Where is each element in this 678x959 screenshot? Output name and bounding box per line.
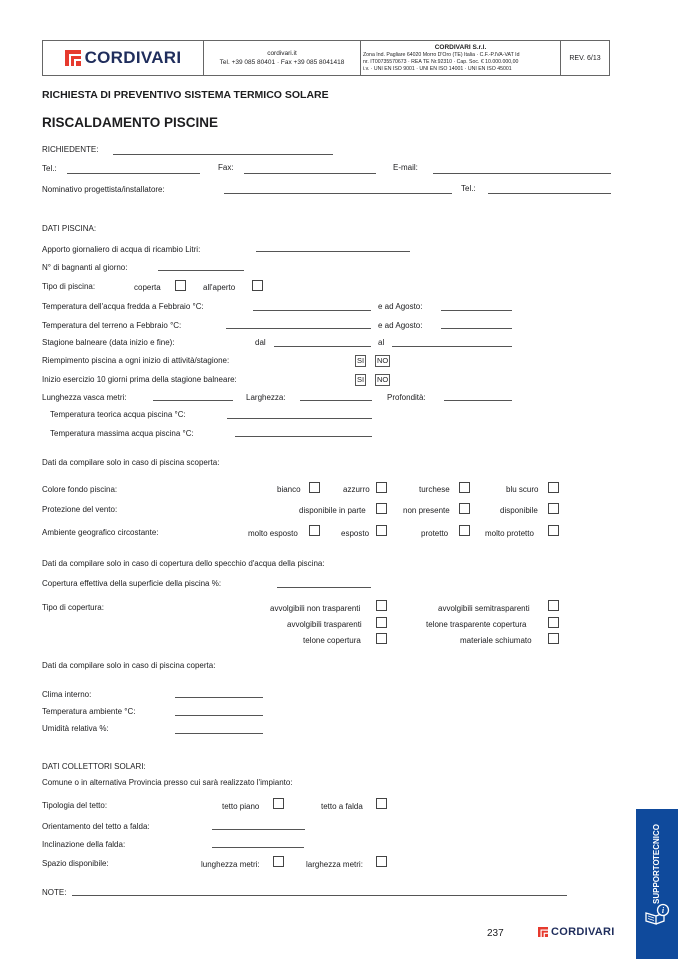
- tel-field[interactable]: [67, 173, 200, 174]
- vento-opt-parte: disponibile in parte: [299, 506, 366, 515]
- disponibile-in-parte-checkbox[interactable]: [376, 503, 387, 514]
- agosto1-field[interactable]: [441, 310, 512, 311]
- form-title: RISCALDAMENTO PISCINE: [42, 115, 219, 130]
- ambiente-opt-molto-protetto: molto protetto: [485, 529, 534, 538]
- supporto-tecnico-tab: [636, 809, 678, 959]
- vento-opt-disponibile: disponibile: [500, 506, 538, 515]
- email-field[interactable]: [433, 173, 611, 174]
- collectors-heading: DATI COLLETTORI SOLARI:: [42, 762, 146, 771]
- inclinazione-field[interactable]: [212, 847, 304, 848]
- agosto2-field[interactable]: [441, 328, 512, 329]
- profondita-field[interactable]: [444, 400, 512, 401]
- orientamento-field[interactable]: [212, 829, 305, 830]
- tetto-falda-label: tetto a falda: [321, 802, 363, 811]
- pool-heading: DATI PISCINA:: [42, 224, 97, 233]
- materiale-schiumato-checkbox[interactable]: [548, 633, 559, 644]
- outdoor-heading: Dati da compilare solo in caso di piscina scoperta:: [42, 458, 220, 467]
- al-field[interactable]: [392, 346, 512, 347]
- cover-opt-telone: telone copertura: [303, 636, 361, 645]
- temp-teorica-label: Temperatura teorica acqua piscina °C:: [50, 410, 186, 419]
- avvolgibili-semitrasparenti-checkbox[interactable]: [548, 600, 559, 611]
- clima-field[interactable]: [175, 697, 263, 698]
- profondita-label: Profondità:: [387, 393, 426, 402]
- orientamento-label: Orientamento del tetto a falda:: [42, 822, 150, 831]
- revision: REV. 6/13: [569, 54, 601, 62]
- book-info-icon: [644, 903, 670, 925]
- tel-label: Tel.:: [42, 164, 57, 173]
- richiedente-field[interactable]: [113, 154, 333, 155]
- temp-terreno-field[interactable]: [226, 328, 371, 329]
- indoor-heading: Dati da compilare solo in caso di piscina coperta:: [42, 661, 216, 670]
- colore-opt-blu-scuro: blu scuro: [506, 485, 539, 494]
- tipo-copertura-label: Tipo di copertura:: [42, 603, 104, 612]
- company-address: Zona Ind. Pagliare 64020 Morro D'Oro (TE) Italia · C.F.-P.IVA-VAT Id: [363, 51, 520, 58]
- agosto1-label: e ad Agosto:: [378, 302, 423, 311]
- umidita-field[interactable]: [175, 733, 263, 734]
- colore-opt-turchese: turchese: [419, 485, 450, 494]
- copertura-eff-field[interactable]: [277, 587, 371, 588]
- logo-cell: [43, 41, 204, 75]
- bagnanti-field[interactable]: [158, 270, 244, 271]
- inizio-label: Inizio esercizio 10 giorni prima della stagione balneare:: [42, 375, 237, 384]
- molto-protetto-checkbox[interactable]: [548, 525, 559, 536]
- cover-opt-non-trasparenti: avvolgibili non trasparenti: [270, 604, 361, 613]
- esposto-checkbox[interactable]: [376, 525, 387, 536]
- apporto-label: Apporto giornaliero di acqua di ricambio Litri:: [42, 245, 201, 254]
- protetto-checkbox[interactable]: [459, 525, 470, 536]
- colore-label: Colore fondo piscina:: [42, 485, 118, 494]
- clima-label: Clima interno:: [42, 690, 92, 699]
- avvolgibili-non-trasparenti-checkbox[interactable]: [376, 600, 387, 611]
- azzurro-checkbox[interactable]: [376, 482, 387, 493]
- cordivari-footer-logo-icon: [538, 927, 548, 937]
- tab-label-line2: TECNICO: [652, 823, 661, 860]
- ambiente-label: Ambiente geografico circostante:: [42, 528, 159, 537]
- larghezza-metri-label: larghezza metri:: [306, 860, 363, 869]
- al-label: al: [378, 338, 385, 347]
- ambiente-opt-esposto: esposto: [341, 529, 370, 538]
- tel2-label: Tel.:: [461, 184, 476, 193]
- cover-opt-semitrasparenti: avvolgibili semitrasparenti: [438, 604, 530, 613]
- coperta-label: coperta: [134, 283, 161, 292]
- ambiente-opt-molto-esposto: molto esposto: [248, 529, 298, 538]
- temp-acqua-field[interactable]: [253, 310, 371, 311]
- company-name: CORDIVARI S.r.l.: [434, 43, 487, 51]
- tetto-falda-checkbox[interactable]: [376, 798, 387, 809]
- email-label: E-mail:: [393, 163, 418, 172]
- colore-opt-bianco: bianco: [277, 485, 301, 494]
- stagione-label: Stagione balneare (data inizio e fine):: [42, 338, 175, 347]
- nominativo-field[interactable]: [224, 193, 452, 194]
- temp-massima-field[interactable]: [235, 436, 372, 437]
- page-number: 237: [487, 928, 504, 939]
- svg-text:i: i: [661, 906, 665, 915]
- cover-opt-schiumato: materiale schiumato: [460, 636, 532, 645]
- vento-label: Protezione del vento:: [42, 505, 118, 514]
- cover-heading: Dati da compilare solo in caso di copertura dello specchio d'acqua della piscina:: [42, 559, 325, 568]
- nominativo-label: Nominativo progettista/installatore:: [42, 185, 165, 194]
- tetto-piano-label: tetto piano: [222, 802, 260, 811]
- temp-teorica-field[interactable]: [227, 418, 372, 419]
- cordivari-logo-icon: [65, 50, 81, 66]
- apporto-field[interactable]: [256, 251, 410, 252]
- larghezza-field[interactable]: [300, 400, 372, 401]
- turchese-checkbox[interactable]: [459, 482, 470, 493]
- richiedente-label: RICHIEDENTE:: [42, 145, 99, 154]
- bianco-checkbox[interactable]: [309, 482, 320, 493]
- fax-label: Fax:: [218, 163, 234, 172]
- comune-label: Comune o in alternativa Provincia presso cui sarà realizzato l'impianto:: [42, 778, 293, 787]
- aperto-label: all'aperto: [203, 283, 236, 292]
- larghezza-metri-checkbox[interactable]: [376, 856, 387, 867]
- form-subtitle: RICHIESTA DI PREVENTIVO SISTEMA TERMICO SOLARE: [42, 89, 329, 101]
- riempimento-no-checkbox[interactable]: NO: [377, 356, 389, 365]
- tab-label-line1: SUPPORTO: [652, 859, 661, 905]
- lunghezza-metri-label: lunghezza metri:: [201, 860, 260, 869]
- tipo-piscina-label: Tipo di piscina:: [42, 282, 96, 291]
- colore-opt-azzurro: azzurro: [343, 485, 370, 494]
- ambiente-opt-protetto: protetto: [421, 529, 449, 538]
- lunghezza-metri-checkbox[interactable]: [273, 856, 284, 867]
- note-label: NOTE:: [42, 888, 67, 897]
- dal-field[interactable]: [274, 346, 371, 347]
- inizio-no-checkbox[interactable]: NO: [377, 375, 389, 384]
- copertura-eff-label: Copertura effettiva della superficie della piscina %:: [42, 579, 222, 588]
- coperta-checkbox[interactable]: [175, 280, 186, 291]
- temp-ambiente-field[interactable]: [175, 715, 263, 716]
- website: cordivari.it: [267, 50, 297, 57]
- disponibile-checkbox[interactable]: [548, 503, 559, 514]
- telone-copertura-checkbox[interactable]: [376, 633, 387, 644]
- cordivari-logo: [65, 48, 182, 68]
- non-presente-checkbox[interactable]: [459, 503, 470, 514]
- tetto-piano-checkbox[interactable]: [273, 798, 284, 809]
- tel2-field[interactable]: [488, 193, 611, 194]
- umidita-label: Umidità relativa %:: [42, 724, 109, 733]
- contact-cell: [204, 41, 361, 75]
- dal-label: dal: [255, 338, 266, 347]
- company-cell: [361, 41, 561, 75]
- cover-opt-trasparenti: avvolgibili trasparenti: [287, 620, 362, 629]
- agosto2-label: e ad Agosto:: [378, 321, 423, 330]
- document-header: [42, 40, 610, 76]
- lunghezza-field[interactable]: [153, 400, 233, 401]
- footer-logo: [538, 926, 615, 938]
- vento-opt-non-presente: non presente: [403, 506, 450, 515]
- riempimento-si-checkbox[interactable]: SI: [357, 356, 365, 365]
- tipologia-tetto-label: Tipologia del tetto:: [42, 801, 108, 810]
- footer-logo-text: CORDIVARI: [551, 926, 615, 938]
- avvolgibili-trasparenti-checkbox[interactable]: [376, 617, 387, 628]
- riempimento-label: Riempimento piscina a ogni inizio di attività/stagione:: [42, 356, 230, 365]
- inizio-si-checkbox[interactable]: SI: [357, 375, 365, 384]
- molto-esposto-checkbox[interactable]: [309, 525, 320, 536]
- company-certifications: i.v. · UNI EN ISO 9001 · UNI EN ISO 14001 · UNI EN ISO 45001: [363, 65, 512, 72]
- cover-opt-telone-trasparente: telone trasparente copertura: [426, 620, 527, 629]
- temp-massima-label: Temperatura massima acqua piscina °C:: [50, 429, 194, 438]
- lunghezza-label: Lunghezza vasca metri:: [42, 393, 127, 402]
- inclinazione-label: Inclinazione della falda:: [42, 840, 126, 849]
- aperto-checkbox[interactable]: [252, 280, 263, 291]
- logo-text: CORDIVARI: [84, 48, 182, 67]
- tab-label: [638, 823, 676, 905]
- bagnanti-label: N° di bagnanti al giorno:: [42, 263, 128, 272]
- larghezza-label: Larghezza:: [246, 393, 286, 402]
- temp-ambiente-label: Temperatura ambiente °C:: [42, 707, 136, 716]
- note-field[interactable]: [72, 895, 567, 896]
- temp-acqua-label: Temperatura dell'acqua fredda a Febbraio °C:: [42, 302, 204, 311]
- fax-field[interactable]: [244, 173, 376, 174]
- temp-terreno-label: Temperatura del terreno a Febbraio °C:: [42, 321, 182, 330]
- telone-trasparente-checkbox[interactable]: [548, 617, 559, 628]
- company-registry: nr. IT00735570673 · REA TE Nr.92310 · Cap. Soc. € 10.000.000,00: [363, 58, 519, 65]
- phone-fax: Tel. +39 085 80401 · Fax +39 085 8041418: [219, 59, 345, 66]
- blu-scuro-checkbox[interactable]: [548, 482, 559, 493]
- spazio-label: Spazio disponibile:: [42, 859, 109, 868]
